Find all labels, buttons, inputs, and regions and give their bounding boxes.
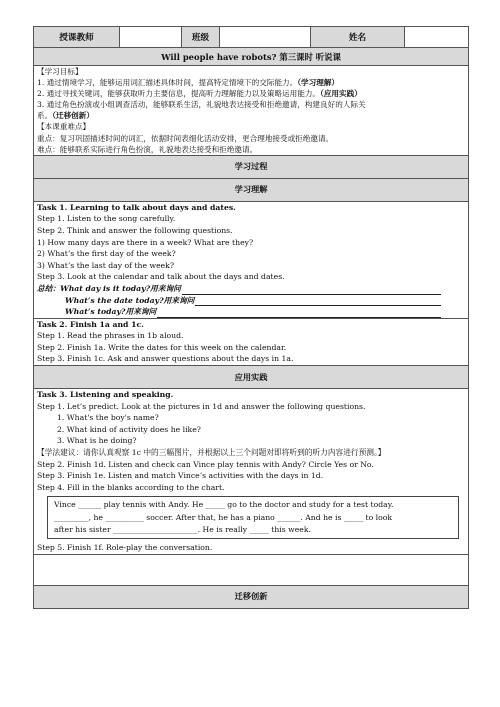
task1-row <box>34 201 469 318</box>
task2-cell <box>34 318 469 365</box>
key-points: 重点：复习巩固描述时间的词汇，依据时间表细化活动安排，更合理地接受或拒绝邀请。 <box>37 133 334 143</box>
task3-step: Step 2. Finish 1d. Listen and check can Vince play tennis with Andy? Circle Yes or No. <box>37 459 374 469</box>
fill-in-line: Vince ______ play tennis with Andy. He _____ go to the doctor and study for a test today. <box>54 500 394 510</box>
objectives-heading: 【学习目标】 <box>37 67 83 76</box>
summary-question: What’s today?用来询问 <box>65 307 157 317</box>
task3-step1: Step 1. Let’s predict. Look at the pictures in 1d and answer the following questions. <box>37 401 366 411</box>
task2-row <box>34 318 469 365</box>
study-tip: 【学法建议：请你认真观察 1c 中的三幅图片，并根据以上三个问题对即将听到的听力内容进行预测。】 <box>37 448 386 458</box>
summary-line <box>37 306 465 318</box>
task1-line: 1) How many days are there in a week? What are they? <box>37 237 254 247</box>
section-heading-practice: 应用实践 <box>34 366 469 389</box>
task1-cell <box>34 201 469 318</box>
predict-question: 2. What kind of activity does he like? <box>57 424 201 434</box>
name-value-cell[interactable] <box>405 27 469 48</box>
objective-item: 系。（迁移创新） <box>37 111 94 121</box>
lesson-title: Will people have robots? 第三课时 听说课 <box>34 48 469 66</box>
summary-blank[interactable] <box>157 308 441 318</box>
task2-line: Step 3. Finish 1c. Ask and answer questions about the days in 1a. <box>37 354 294 364</box>
teacher-label: 授课教师 <box>34 27 120 48</box>
fill-in-box[interactable] <box>47 496 459 539</box>
blank-row <box>34 554 469 585</box>
transfer-section-row <box>34 585 469 608</box>
fill-in-line: after his sister ______________________. He is really _____ this week. <box>54 524 311 534</box>
task1-line: 3) What’s the last day of the week? <box>37 260 174 270</box>
task3-cell <box>34 389 469 555</box>
class-value-cell[interactable] <box>220 27 311 48</box>
summary-question: What’s the date today?用来询问 <box>65 295 195 305</box>
objective-item: 2. 通过寻找关键词，能够获取听力主要信息，提高听力理解能力以及策略运用能力。（应用实践） <box>37 89 362 99</box>
task1-title: Task 1. Learning to talk about days and dates. <box>37 202 236 212</box>
summary-blank[interactable] <box>182 285 441 295</box>
practice-section-row <box>34 366 469 389</box>
difficult-points: 难点：能够联系实际进行角色扮演，礼貌地表达接受和拒绝邀请。 <box>37 144 258 154</box>
predict-question: 1. What's the boy's name? <box>57 413 159 423</box>
teacher-value-cell[interactable] <box>120 27 182 48</box>
section-heading-process: 学习过程 <box>34 155 469 178</box>
summary-label: 总结： <box>37 283 61 293</box>
task3-row <box>34 389 469 555</box>
process-section-row <box>34 155 469 178</box>
blank-cell <box>34 554 469 585</box>
task3-step: Step 4. Fill in the blanks according to the chart. <box>37 482 225 492</box>
task2-line: Step 1. Read the phrases in 1b aloud. <box>37 331 184 341</box>
title-row <box>34 48 469 66</box>
header-row <box>34 27 469 48</box>
summary-line <box>37 283 465 295</box>
task3-step: Step 3. Finish 1e. Listen and match Vince’s activities with the days in 1d. <box>37 471 324 481</box>
task2-title: Task 2. Finish 1a and 1c. <box>37 319 144 329</box>
objective-item: 3. 通过角色扮演或小组调查活动，能够联系生活，礼貌地表达接受和拒绝邀请，构建良好的人际关 <box>37 100 366 110</box>
understanding-section-row <box>34 178 469 201</box>
task1-line: 2) What’s the first day of the week? <box>37 249 176 259</box>
objectives-cell <box>34 66 469 156</box>
task1-line: Step 2. Think and answer the following questions. <box>37 225 233 235</box>
fill-in-line: _________, he __________ soccer. After that, he has a piano ______. And he is _____ to look <box>54 512 393 522</box>
section-heading-transfer: 迁移创新 <box>34 585 469 608</box>
task1-line: Step 1. Listen to the song carefully. <box>37 214 176 224</box>
summary-blank[interactable] <box>195 296 441 306</box>
task2-line: Step 2. Finish 1a. Write the dates for this week on the calendar. <box>37 342 287 352</box>
summary-line <box>37 295 465 307</box>
objective-item: 1. 通过情境学习，能够运用词汇描述具体时间，提高特定情境下的交际能力。（学习理解） <box>37 78 340 88</box>
task3-step5: Step 5. Finish 1f. Role-play the conversation. <box>37 543 213 553</box>
task1-line: Step 3. Look at the calendar and talk about the days and dates. <box>37 272 285 282</box>
lesson-worksheet <box>33 26 468 609</box>
predict-question: 3. What is he doing? <box>57 436 137 446</box>
objectives-row <box>34 66 469 156</box>
worksheet-table <box>33 26 469 609</box>
name-label: 姓名 <box>311 27 405 48</box>
summary-question: What day is it today?用来询问 <box>60 283 181 293</box>
class-label: 班级 <box>182 27 220 48</box>
section-heading-understanding: 学习理解 <box>34 178 469 201</box>
task3-title: Task 3. Listening and speaking. <box>37 390 174 400</box>
key-heading: 【本课重难点】 <box>37 122 91 132</box>
